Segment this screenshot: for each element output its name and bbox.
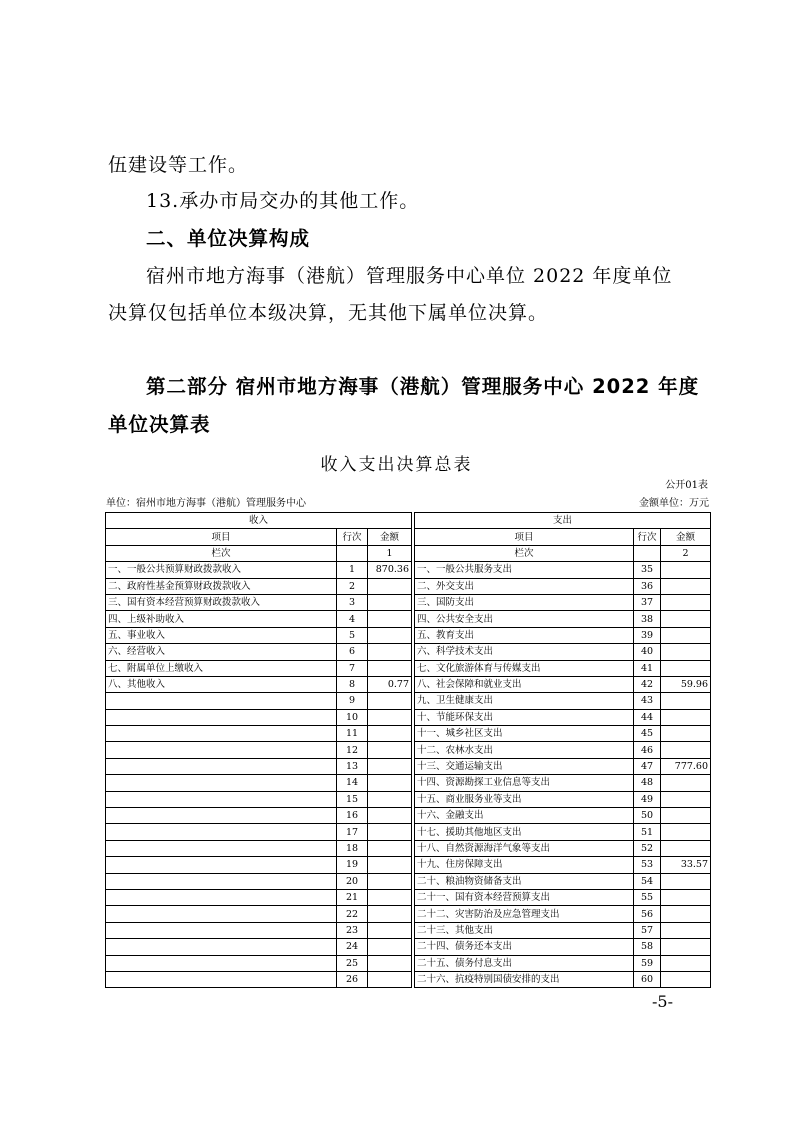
income-item (106, 922, 337, 938)
expense-amount (661, 775, 711, 791)
income-item: 三、国有资本经营预算财政拨款收入 (106, 594, 337, 610)
expense-amount (661, 922, 711, 938)
expense-amount (661, 726, 711, 742)
income-amount (368, 775, 412, 791)
expense-line-number: 38 (634, 611, 661, 627)
expense-line-number: 54 (634, 873, 661, 889)
income-line-number: 6 (337, 644, 368, 660)
expense-amount (661, 808, 711, 824)
income-amount (368, 889, 412, 905)
income-amount (368, 906, 412, 922)
income-item (106, 906, 337, 922)
income-item (106, 808, 337, 824)
income-line-number: 26 (337, 971, 368, 987)
expense-amount (661, 824, 711, 840)
expense-amount (661, 693, 711, 709)
expense-amount (661, 644, 711, 660)
expense-col-amount: 金额 (661, 529, 711, 545)
expense-amount (661, 840, 711, 856)
paragraph-item-13: 13.承办市局交办的其他工作。 (146, 190, 420, 212)
expense-item: 一、一般公共服务支出 (415, 562, 634, 578)
income-line-number: 11 (337, 726, 368, 742)
income-item (106, 758, 337, 774)
paragraph-continuation: 伍建设等工作。 (108, 154, 249, 176)
income-item: 二、政府性基金预算财政拨款收入 (106, 578, 337, 594)
expense-amount (661, 611, 711, 627)
expense-item: 十一、城乡社区支出 (415, 726, 634, 742)
expense-amount (661, 906, 711, 922)
expense-line-number: 46 (634, 742, 661, 758)
income-line-number: 5 (337, 627, 368, 643)
part-two-heading-line1: 第二部分 宿州市地方海事（港航）管理服务中心 2022 年度 (146, 375, 700, 398)
expense-item: 二十二、灾害防治及应急管理支出 (415, 906, 634, 922)
income-line-number: 20 (337, 873, 368, 889)
income-line-number: 13 (337, 758, 368, 774)
table-row (106, 873, 711, 889)
expense-line-number: 41 (634, 660, 661, 676)
expense-lanci-empty (634, 545, 661, 561)
income-amount (368, 873, 412, 889)
income-item (106, 709, 337, 725)
income-lanci-empty (337, 545, 368, 561)
table-row (106, 594, 711, 610)
expense-line-number: 56 (634, 906, 661, 922)
income-line-number: 16 (337, 808, 368, 824)
expense-item: 六、科学技术支出 (415, 644, 634, 660)
expense-line-number: 45 (634, 726, 661, 742)
table-row (106, 660, 711, 676)
expense-item: 二十三、其他支出 (415, 922, 634, 938)
expense-line-number: 40 (634, 644, 661, 660)
income-amount (368, 808, 412, 824)
expense-line-number: 57 (634, 922, 661, 938)
table-row (106, 840, 711, 856)
income-amount (368, 693, 412, 709)
expense-amount (661, 578, 711, 594)
income-amount (368, 955, 412, 971)
income-item (106, 775, 337, 791)
income-line-number: 2 (337, 578, 368, 594)
table-row (106, 889, 711, 905)
income-line-number: 8 (337, 676, 368, 692)
income-amount (368, 644, 412, 660)
expense-item: 七、文化旅游体育与传媒支出 (415, 660, 634, 676)
table-row (106, 627, 711, 643)
expense-item: 二十六、抗疫特别国债安排的支出 (415, 971, 634, 987)
expense-line-number: 47 (634, 758, 661, 774)
page-number: -5- (652, 992, 673, 1011)
expense-item: 十九、住房保障支出 (415, 857, 634, 873)
income-header: 收入 (106, 513, 412, 529)
table-row (106, 693, 711, 709)
table-row (106, 775, 711, 791)
income-amount (368, 791, 412, 807)
income-item (106, 873, 337, 889)
income-amount: 870.36 (368, 562, 412, 578)
expense-amount: 33.57 (661, 857, 711, 873)
expense-col-item: 项目 (415, 529, 634, 545)
table-unit: 单位：宿州市地方海事（港航）管理服务中心 (106, 498, 306, 509)
expense-line-number: 52 (634, 840, 661, 856)
table-row (106, 709, 711, 725)
income-amount (368, 611, 412, 627)
expense-item: 三、国防支出 (415, 594, 634, 610)
income-line-number: 12 (337, 742, 368, 758)
income-amount (368, 627, 412, 643)
income-item: 八、其他收入 (106, 676, 337, 692)
expense-line-number: 58 (634, 939, 661, 955)
income-line-number: 17 (337, 824, 368, 840)
expense-line-number: 51 (634, 824, 661, 840)
expense-amount (661, 791, 711, 807)
expense-line-number: 50 (634, 808, 661, 824)
income-amount (368, 971, 412, 987)
income-col-amount: 金额 (368, 529, 412, 545)
income-line-number: 10 (337, 709, 368, 725)
table-row (106, 857, 711, 873)
income-item (106, 889, 337, 905)
expense-line-number: 59 (634, 955, 661, 971)
table-row (106, 578, 711, 594)
expense-line-number: 43 (634, 693, 661, 709)
income-line-number: 25 (337, 955, 368, 971)
section-heading-unit-composition: 二、单位决算构成 (146, 227, 311, 250)
expense-amount: 777.60 (661, 758, 711, 774)
expense-amount (661, 594, 711, 610)
expense-line-number: 53 (634, 857, 661, 873)
income-line-number: 18 (337, 840, 368, 856)
part-two-heading-line2: 单位决算表 (108, 413, 211, 436)
income-line-number: 21 (337, 889, 368, 905)
income-amount: 0.77 (368, 676, 412, 692)
income-line-number: 4 (337, 611, 368, 627)
income-line-number: 1 (337, 562, 368, 578)
income-item: 七、附属单位上缴收入 (106, 660, 337, 676)
expense-amount (661, 709, 711, 725)
table-row (106, 742, 711, 758)
income-amount (368, 709, 412, 725)
income-line-number: 19 (337, 857, 368, 873)
expense-amount (661, 971, 711, 987)
expense-amount: 59.96 (661, 676, 711, 692)
expense-line-number: 35 (634, 562, 661, 578)
income-lanci-label: 栏次 (106, 545, 337, 561)
income-amount (368, 840, 412, 856)
income-amount (368, 939, 412, 955)
expense-item: 二十五、债务付息支出 (415, 955, 634, 971)
income-line-number: 24 (337, 939, 368, 955)
expense-line-number: 49 (634, 791, 661, 807)
expense-line-number: 39 (634, 627, 661, 643)
income-line-number: 3 (337, 594, 368, 610)
expense-amount (661, 955, 711, 971)
expense-item: 五、教育支出 (415, 627, 634, 643)
expense-item: 十五、商业服务业等支出 (415, 791, 634, 807)
expense-amount (661, 889, 711, 905)
expense-item: 十三、交通运输支出 (415, 758, 634, 774)
income-amount (368, 824, 412, 840)
income-item (106, 726, 337, 742)
income-item: 五、事业收入 (106, 627, 337, 643)
income-amount (368, 758, 412, 774)
expense-amount (661, 873, 711, 889)
expense-lanci-number: 2 (661, 545, 711, 561)
expense-line-number: 48 (634, 775, 661, 791)
table-row (106, 808, 711, 824)
expense-item: 二十一、国有资本经营预算支出 (415, 889, 634, 905)
income-item (106, 791, 337, 807)
expense-item: 十、节能环保支出 (415, 709, 634, 725)
expense-line-number: 36 (634, 578, 661, 594)
expense-header: 支出 (415, 513, 711, 529)
income-item: 一、一般公共预算财政拨款收入 (106, 562, 337, 578)
table-row (106, 562, 711, 578)
expense-line-number: 60 (634, 971, 661, 987)
income-item (106, 824, 337, 840)
expense-lanci-label: 栏次 (415, 545, 634, 561)
table-code: 公开01表 (665, 480, 708, 491)
expense-item: 二十四、债务还本支出 (415, 939, 634, 955)
income-item (106, 857, 337, 873)
income-amount (368, 857, 412, 873)
table-amount-unit: 金额单位：万元 (639, 498, 709, 509)
expense-amount (661, 627, 711, 643)
table-row (106, 939, 711, 955)
table-row (106, 971, 711, 987)
expense-amount (661, 939, 711, 955)
expense-item: 四、公共安全支出 (415, 611, 634, 627)
income-line-number: 15 (337, 791, 368, 807)
income-line-number: 7 (337, 660, 368, 676)
income-line-number: 23 (337, 922, 368, 938)
income-line-number: 22 (337, 906, 368, 922)
table-row (106, 791, 711, 807)
income-col-item: 项目 (106, 529, 337, 545)
income-col-line: 行次 (337, 529, 368, 545)
expense-item: 十七、援助其他地区支出 (415, 824, 634, 840)
table-row (106, 922, 711, 938)
table-row (106, 906, 711, 922)
income-amount (368, 578, 412, 594)
expense-amount (661, 562, 711, 578)
income-amount (368, 726, 412, 742)
income-line-number: 14 (337, 775, 368, 791)
paragraph-composition-line2: 决算仅包括单位本级决算，无其他下属单位决算。 (108, 302, 549, 324)
income-item (106, 742, 337, 758)
income-lanci-number: 1 (368, 545, 412, 561)
table-row (106, 611, 711, 627)
lanci-row (106, 545, 711, 561)
income-item (106, 939, 337, 955)
table-row (106, 955, 711, 971)
expense-item: 二、外交支出 (415, 578, 634, 594)
income-amount (368, 594, 412, 610)
table-row (106, 676, 711, 692)
table-row (106, 726, 711, 742)
income-amount (368, 742, 412, 758)
expense-amount (661, 660, 711, 676)
table-header-row (106, 513, 711, 529)
column-header-row (106, 529, 711, 545)
table-row (106, 824, 711, 840)
expense-amount (661, 742, 711, 758)
expense-item: 八、社会保障和就业支出 (415, 676, 634, 692)
income-item (106, 693, 337, 709)
expense-line-number: 55 (634, 889, 661, 905)
income-item: 六、经营收入 (106, 644, 337, 660)
income-item (106, 971, 337, 987)
income-amount (368, 922, 412, 938)
expense-item: 九、卫生健康支出 (415, 693, 634, 709)
expense-item: 十四、资源勘探工业信息等支出 (415, 775, 634, 791)
income-item (106, 840, 337, 856)
expense-item: 十二、农林水支出 (415, 742, 634, 758)
table-title: 收入支出决算总表 (320, 455, 473, 475)
expense-item: 十八、自然资源海洋气象等支出 (415, 840, 634, 856)
expense-line-number: 42 (634, 676, 661, 692)
expense-item: 十六、金融支出 (415, 808, 634, 824)
expense-col-line: 行次 (634, 529, 661, 545)
table-row (106, 644, 711, 660)
expense-line-number: 44 (634, 709, 661, 725)
income-item: 四、上级补助收入 (106, 611, 337, 627)
income-line-number: 9 (337, 693, 368, 709)
table-row (106, 758, 711, 774)
expense-item: 二十、粮油物资储备支出 (415, 873, 634, 889)
income-expense-table (105, 512, 711, 988)
income-item (106, 955, 337, 971)
income-amount (368, 660, 412, 676)
expense-line-number: 37 (634, 594, 661, 610)
paragraph-composition-line1: 宿州市地方海事（港航）管理服务中心单位 2022 年度单位 (146, 265, 673, 287)
